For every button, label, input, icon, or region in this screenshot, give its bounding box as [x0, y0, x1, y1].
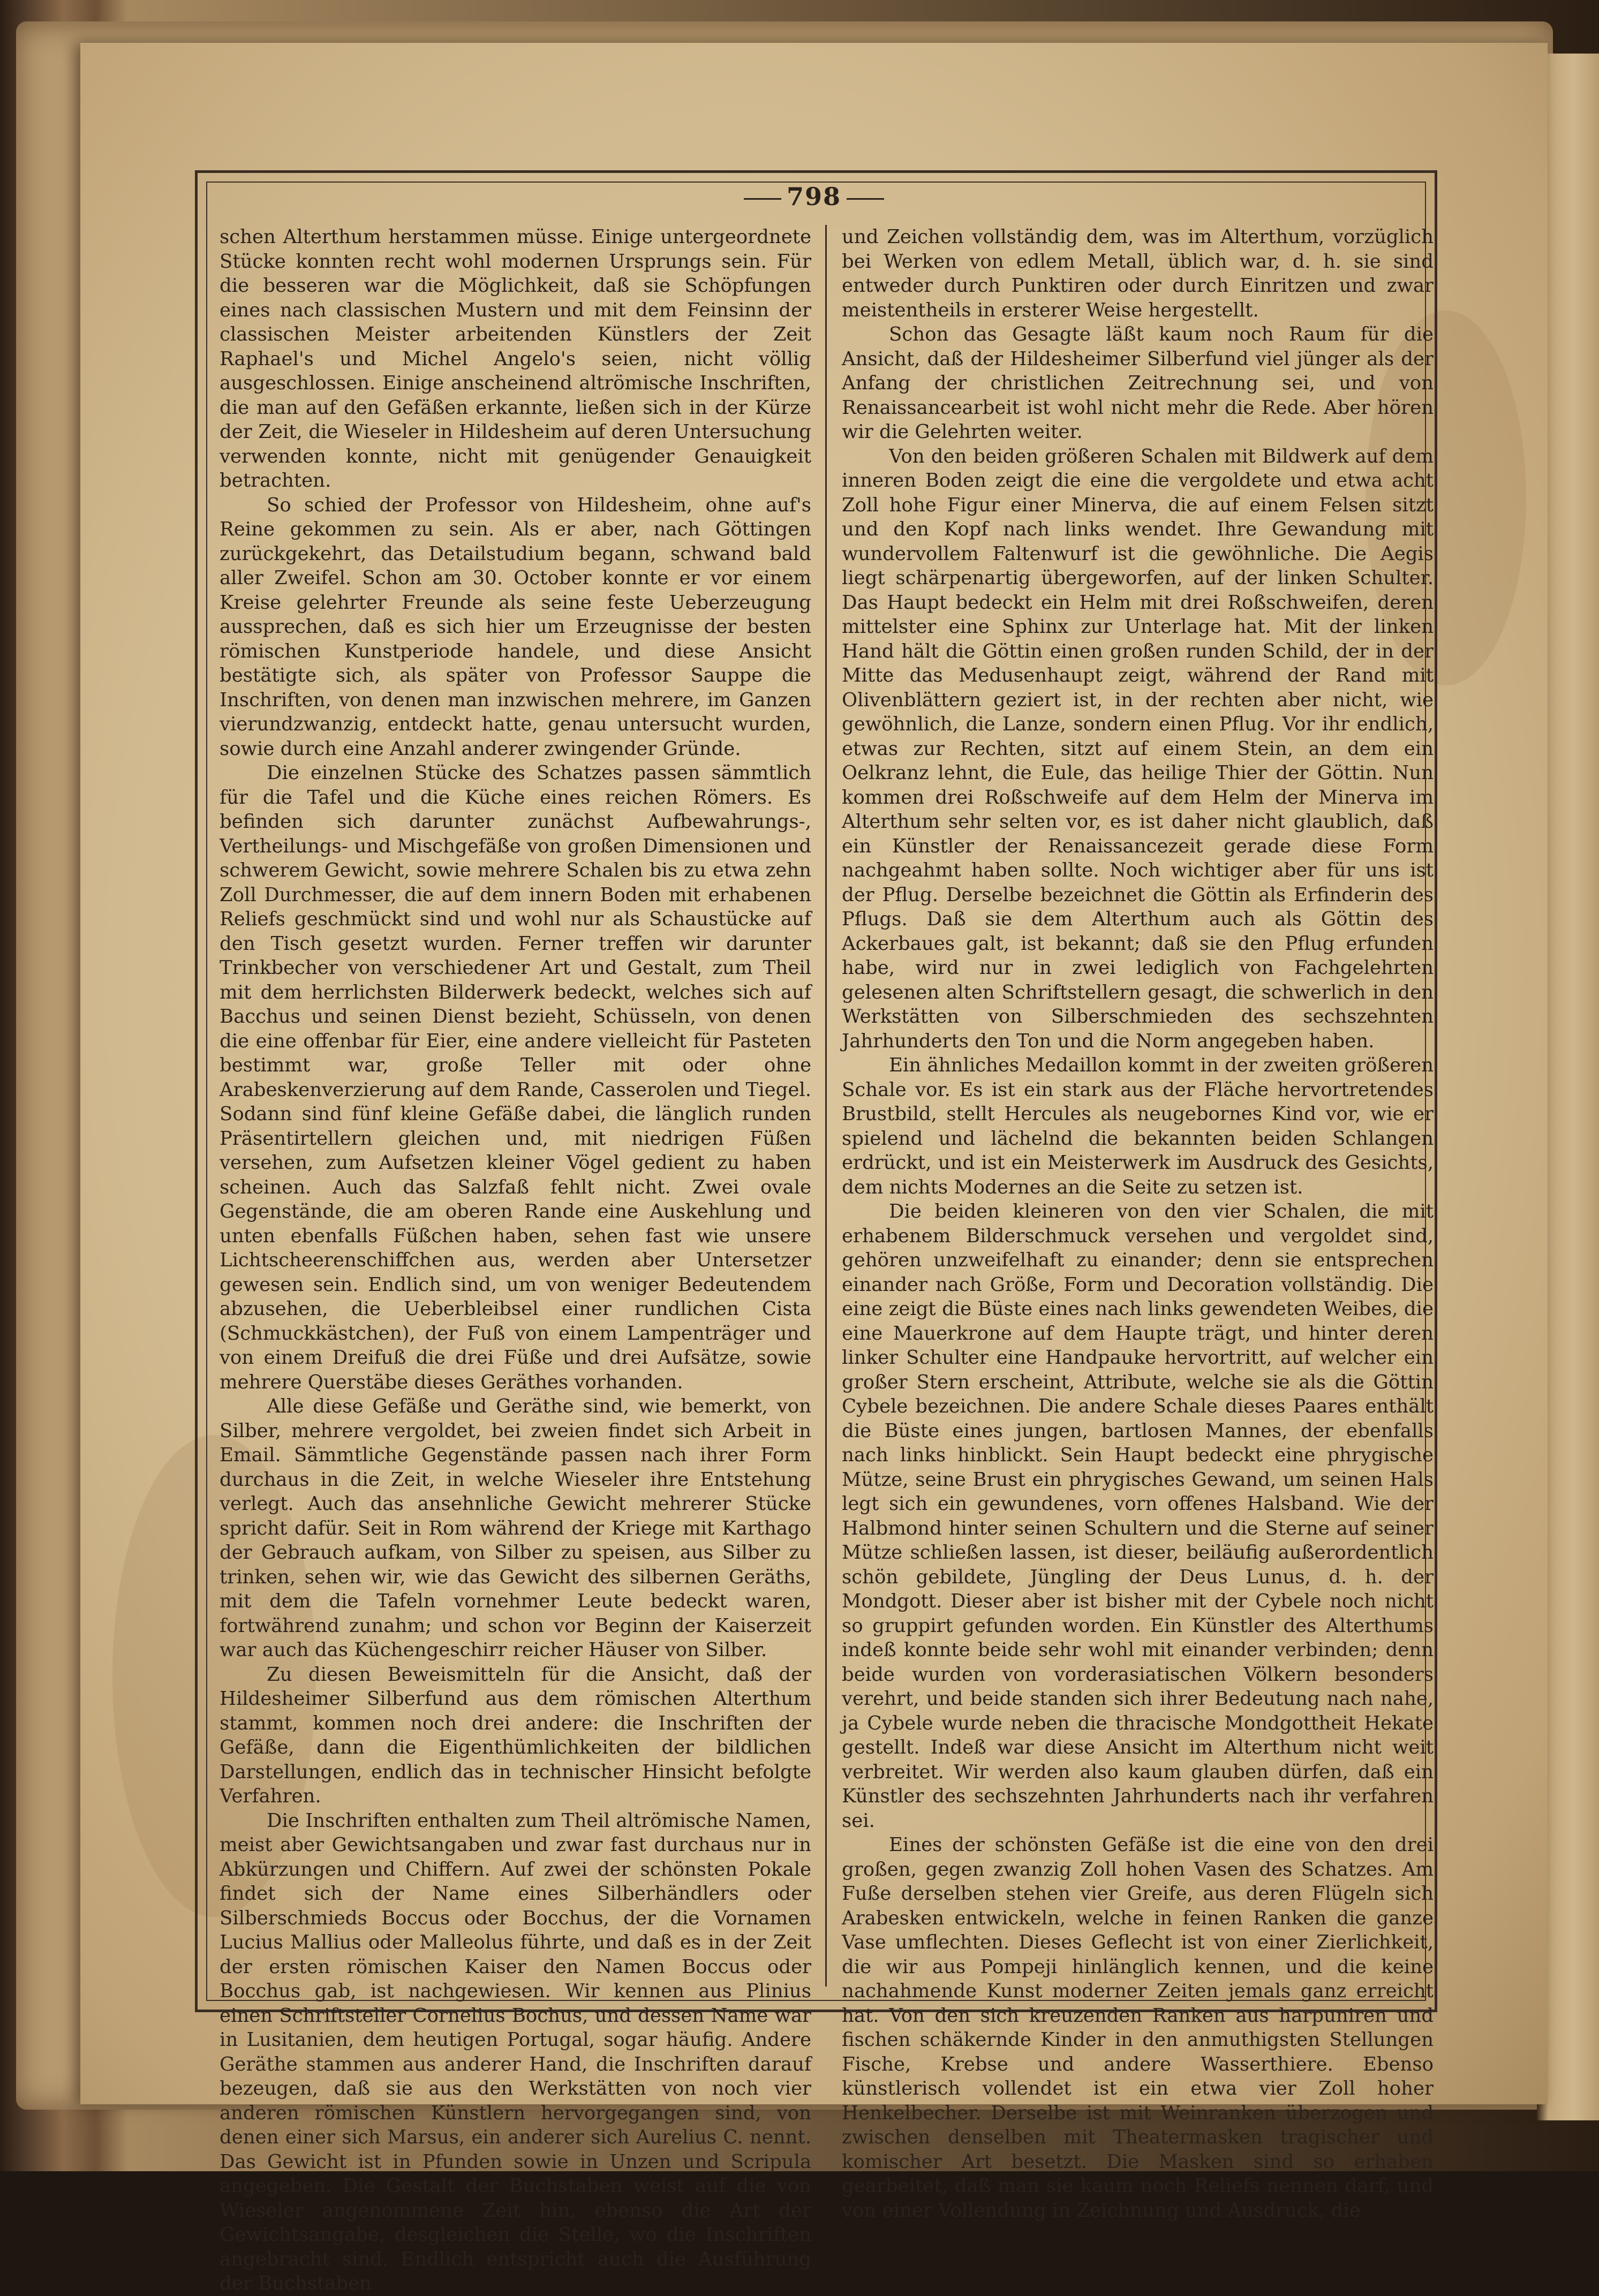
paragraph: Zu diesen Beweismitteln für die Ansicht, daß der Hildesheimer Silberfund aus dem römischen Alterthum stammt, kommen noch drei andere: die Inschriften der Gefäße, dann die Eigenthümlichkeiten der bildlichen Darstellungen, endlich das in technischer Hinsicht befolgte Verfahren.	[220, 1663, 811, 1807]
paragraph: Ein ähnliches Medaillon kommt in der zweiten größeren Schale vor. Es ist ein stark aus der Fläche hervortretendes Brustbild, stellt Hercules als neugebornes Kind vor, wie er spielend und lächelnd die bekannten beiden Schlangen erdrückt, und ist ein Meisterwerk im Ausdruck des Gesichts, dem nichts Modernes an die Seite zu setzen ist.	[842, 1054, 1434, 1198]
left-column	[220, 225, 811, 2294]
right-column	[842, 225, 1434, 2222]
paragraph: Die beiden kleineren von den vier Schalen, die mit erhabenem Bilderschmuck versehen und vergoldet sind, gehören unzweifelhaft zu einander; denn sie entsprechen einander nach Größe, Form und Decoration vollständig. Die eine zeigt die Büste eines nach links gewendeten Weibes, die eine Mauerkrone auf dem Haupte trägt, und hinter deren linker Schulter eine Handpauke hervortritt, auf welcher ein großer Stern erscheint, Attribute, welche sie als die Göttin Cybele bezeichnen. Die andere Schale dieses Paares enthält die Büste eines jungen, bartlosen Mannes, der ebenfalls nach links hinblickt. Sein Haupt bedeckt eine phrygische Mütze, seine Brust ein phrygisches Gewand, um seinen Hals legt sich ein gewundenes, vorn offenes Halsband. Wie der Halbmond hinter seinen Schultern und die Sterne auf seiner Mütze schließen lassen, ist dieser, beiläufig außerordentlich schön gebildete, Jüngling der Deus Lunus, d. h. der Mondgott. Dieser aber ist bisher mit der Cybele noch nicht so gruppirt gefunden worden. Ein Künstler des Alterthums indeß konnte beide sehr wohl mit einander verbinden; denn beide wurden von vorderasiatischen Völkern besonders verehrt, und beide standen sich ihrer Bedeutung nach nahe, ja Cybele wurde neben die thracische Mondgottheit Hekate gestellt. Indeß war diese Ansicht im Alterthum nicht weit verbreitet. Wir werden also kaum glauben dürfen, daß ein Künstler des sechszehnten Jahrhunderts nach ihr verfahren sei.	[842, 1200, 1434, 1832]
paragraph: und Zeichen vollständig dem, was im Alterthum, vorzüglich bei Werken von edlem Metall, üblich war, d. h. sie sind entweder durch Punktiren oder durch Einritzen und zwar meistentheils in ersterer Weise hergestellt.	[842, 226, 1434, 321]
paragraph: Die einzelnen Stücke des Schatzes passen sämmtlich für die Tafel und die Küche eines reichen Römers. Es befinden sich darunter zunächst Aufbewahrungs-, Vertheilungs- und Mischgefäße von großen Dimensionen und schwerem Gewicht, sowie mehrere Schalen bis zu etwa zehn Zoll Durchmesser, die auf dem innern Boden mit erhabenen Reliefs geschmückt sind und wohl nur als Schaustücke auf den Tisch gesetzt wurden. Ferner treffen wir darunter Trinkbecher von verschiedener Art und Gestalt, zum Theil mit dem herrlichsten Bilderwerk bedeckt, welches sich auf Bacchus und seinen Dienst bezieht, Schüsseln, von denen die eine offenbar für Eier, eine andere vielleicht für Pasteten bestimmt war, große Teller mit oder ohne Arabeskenverzierung auf dem Rande, Casserolen und Tiegel. Sodann sind fünf kleine Gefäße dabei, die länglich runden Präsentirtellern gleichen und, mit niedrigen Füßen versehen, zum Aufsetzen kleiner Vögel gedient zu haben scheinen. Auch das Salzfaß fehlt nicht. Zwei ovale Gegenstände, die am oberen Rande eine Auskehlung und unten ebenfalls Füßchen haben, sehen fast wie unsere Lichtscheerenschiffchen aus, werden aber Untersetzer gewesen sein. Endlich sind, um von weniger Bedeutendem abzusehen, die Ueberbleibsel einer rundlichen Cista (Schmuckkästchen), der Fuß von einem Lampenträger und von einem Dreifuß die drei Füße und drei Aufsätze, sowie mehrere Querstäbe dieses Geräthes vorhanden.	[220, 762, 811, 1393]
page-number-rule-right	[847, 198, 884, 200]
page-number	[728, 182, 900, 220]
page-number-text: 798	[786, 182, 842, 211]
paragraph: Von den beiden größeren Schalen mit Bildwerk auf dem inneren Boden zeigt die eine die vergoldete und etwa acht Zoll hohe Figur einer Minerva, die auf einem Felsen sitzt und den Kopf nach links wendet. Ihre Gewandung mit wundervollem Faltenwurf ist die gewöhnliche. Die Aegis liegt schärpenartig übergeworfen, auf der linken Schulter. Das Haupt bedeckt ein Helm mit drei Roßschweifen, deren mittelster eine Sphinx zur Unterlage hat. Mit der linken Hand hält die Göttin einen großen runden Schild, der in der Mitte das Medusenhaupt zeigt, während der Rand mit Olivenblättern geziert ist, in der rechten aber nicht, wie gewöhnlich, die Lanze, sondern einen Pflug. Vor ihr endlich, etwas zur Rechten, sitzt auf einem Stein, an dem ein Oelkranz lehnt, die Eule, das heilige Thier der Göttin. Nun kommen drei Roßschweife auf dem Helm der Minerva im Alterthum sehr selten vor, es ist daher nicht glaublich, daß ein Künstler der Renaissancezeit gerade diese Form nachgeahmt haben sollte. Noch wichtiger aber für uns ist der Pflug. Derselbe bezeichnet die Göttin als Erfinderin des Pflugs. Daß sie dem Alterthum auch als Göttin des Ackerbaues galt, ist bekannt; daß sie den Pflug erfunden habe, wird nur in zwei lediglich von Fachgelehrten gelesenen alten Schriftstellern gesagt, die schwerlich in den Werkstätten von Silberschmieden des sechszehnten Jahrhunderts den Ton und die Norm angegeben haben.	[842, 445, 1434, 1052]
paragraph: So schied der Professor von Hildesheim, ohne auf's Reine gekommen zu sein. Als er aber, nach Göttingen zurückgekehrt, das Detailstudium begann, schwand bald aller Zweifel. Schon am 30. October konnte er vor einem Kreise gelehrter Freunde als seine feste Ueberzeugung aussprechen, daß es sich hier um Erzeugnisse der besten römischen Kunstperiode handele, und diese Ansicht bestätigte sich, als später von Professor Sauppe die Inschriften, von denen man inzwischen mehrere, im Ganzen vierundzwanzig, entdeckt hatte, genau untersucht wurden, sowie durch eine Anzahl anderer zwingender Gründe.	[220, 494, 811, 760]
paragraph: Alle diese Gefäße und Geräthe sind, wie bemerkt, von Silber, mehrere vergoldet, bei zweien findet sich Arbeit in Email. Sämmtliche Gegenstände passen nach ihrer Form durchaus in die Zeit, in welche Wieseler ihre Entstehung verlegt. Auch das ansehnliche Gewicht mehrerer Stücke spricht dafür. Seit in Rom während der Kriege mit Karthago der Gebrauch aufkam, von Silber zu speisen, aus Silber zu trinken, sehen wir, wie das Gewicht des silbernen Geräths, mit dem die Tafeln vornehmer Leute bedeckt waren, fortwährend zunahm; und schon vor Beginn der Kaiserzeit war auch das Küchengeschirr reicher Häuser von Silber.	[220, 1395, 811, 1661]
paragraph: Eines der schönsten Gefäße ist die eine von den drei großen, gegen zwanzig Zoll hohen Vasen des Schatzes. Am Fuße derselben stehen vier Greife, aus deren Flügeln sich Arabesken entwickeln, welche in feinen Ranken die ganze Vase umflechten. Dieses Geflecht ist von einer Zierlichkeit, die wir aus Pompeji hinlänglich kennen, und die keine nachahmende Kunst moderner Zeiten jemals ganz erreicht hat. Von den sich kreuzenden Ranken aus harpuniren und fischen schäkernde Kinder in den anmuthigsten Stellungen Fische, Krebse und andere Wasserthiere. Ebenso künstlerisch vollendet ist ein etwa vier Zoll hoher Henkelbecher. Derselbe ist mit Weinranken überzogen und zwischen denselben mit Theatermasken tragischer und komischer Art besetzt. Die Masken sind so erhaben gearbeitet, daß man sie kaum noch Reliefs nennen darf, und von einer Vollendung in Zeichnung und Ausdruck, die	[842, 1834, 1434, 2222]
column-divider	[825, 225, 827, 1987]
paragraph: Die Inschriften enthalten zum Theil altrömische Namen, meist aber Gewichtsangaben und zwar fast durchaus nur in Abkürzungen und Chiffern. Auf zwei der schönsten Pokale findet sich der Name eines Silberhändlers oder Silberschmieds Boccus oder Bocchus, der die Vornamen Lucius Mallius oder Malleolus führte, und daß es in der Zeit der ersten römischen Kaiser den Namen Boccus oder Bocchus gab, ist nachgewiesen. Wir kennen aus Plinius einen Schriftsteller Cornelius Bochus, und dessen Name war in Lusitanien, dem heutigen Portugal, sogar häufig. Andere Geräthe stammen aus anderer Hand, die Inschriften darauf bezeugen, daß sie aus den Werkstätten von noch vier anderen römischen Künstlern hervorgegangen sind, von denen einer sich Marsus, ein anderer sich Aurelius C. nennt. Das Gewicht ist in Pfunden sowie in Unzen und Scripula angegeben. Die Gestalt der Buchstaben weist auf die von Wieseler angenommene Zeit hin, ebenso die Art der Gewichtsangabe, desgleichen die Stelle, wo die Inschriften angebracht sind. Endlich entspricht auch die Ausführung der Buchstaben	[220, 1809, 811, 2294]
page-number-rule-left	[744, 198, 781, 200]
paragraph: Schon das Gesagte läßt kaum noch Raum für die Ansicht, daß der Hildesheimer Silberfund viel jünger als der Anfang der christlichen Zeitrechnung sei, und von Renaissancearbeit ist wohl nicht mehr die Rede. Aber hören wir die Gelehrten weiter.	[842, 323, 1434, 443]
paragraph: schen Alterthum herstammen müsse. Einige untergeordnete Stücke konnten recht wohl modernen Ursprungs sein. Für die besseren war die Möglichkeit, daß sie Schöpfungen eines nach classischen Mustern und mit dem Feinsinn der classischen Meister arbeitenden Künstlers der Zeit Raphael's und Michel Angelo's seien, nicht völlig ausgeschlossen. Einige anscheinend altrömische Inschriften, die man auf den Gefäßen erkannte, ließen sich in der Kürze der Zeit, die Wieseler in Hildesheim auf deren Untersuchung verwenden konnte, nicht mit genügender Genauigkeit betrachten.	[220, 226, 811, 492]
